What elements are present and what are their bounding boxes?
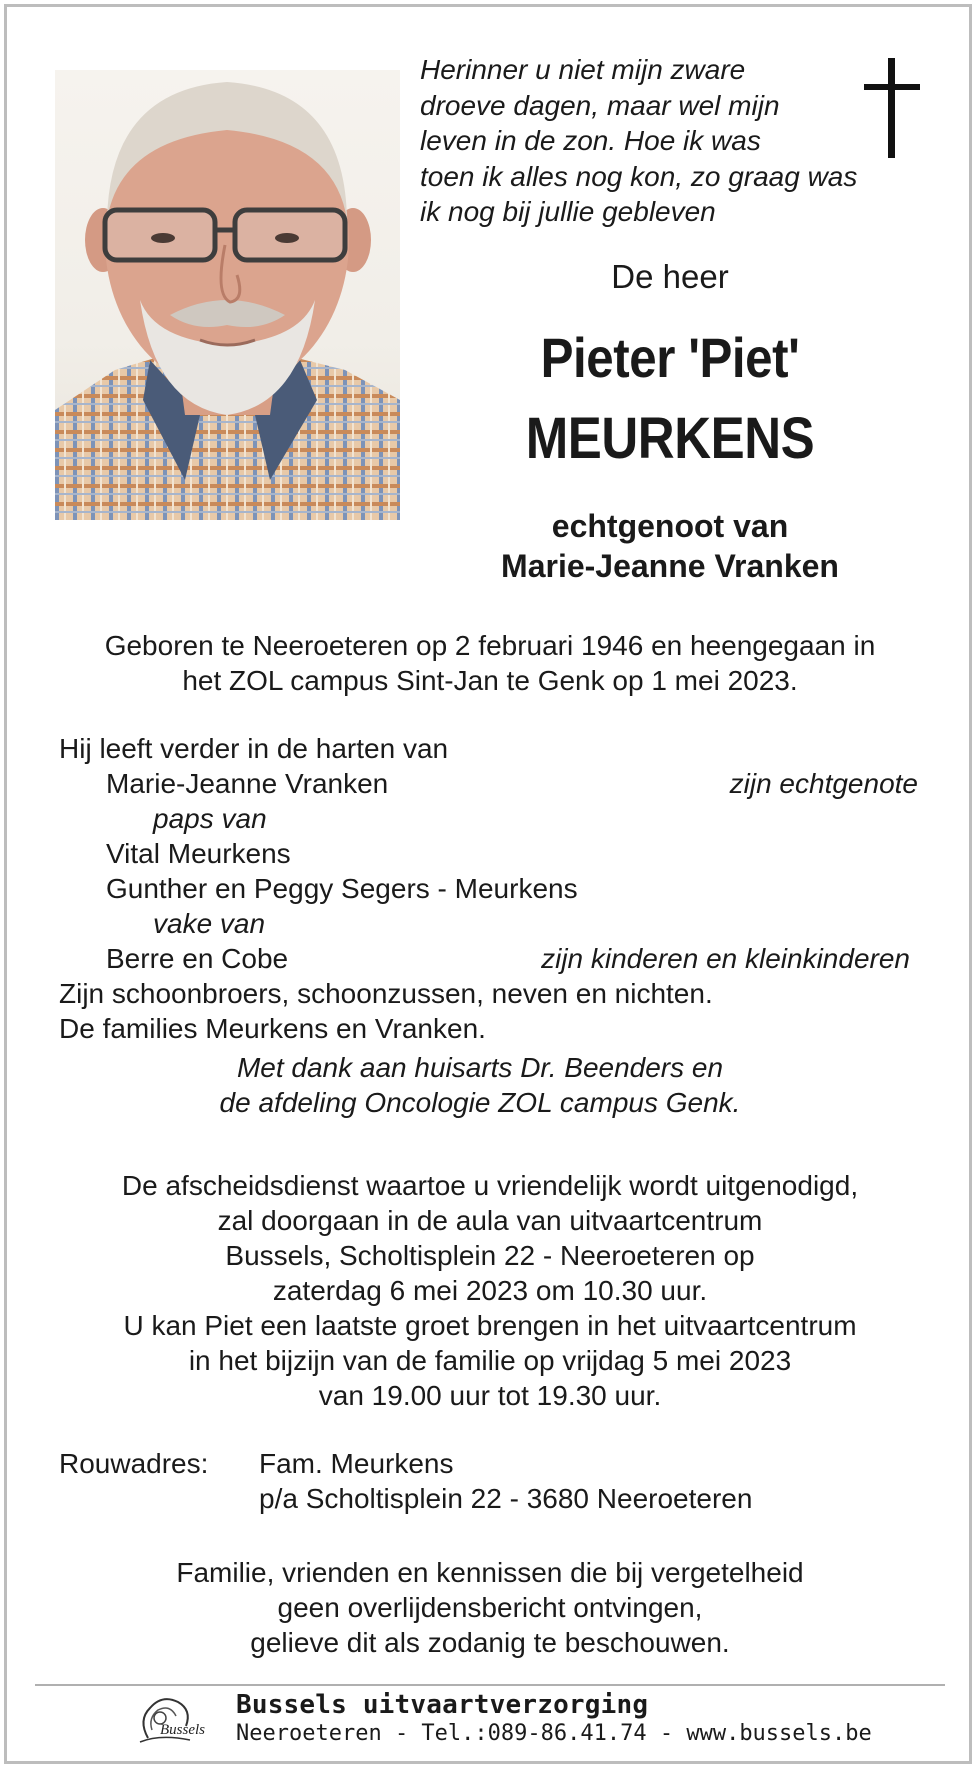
child-name: Vital Meurkens <box>106 838 291 869</box>
poem-line: ik nog bij jullie gebleven <box>420 196 716 227</box>
child-name: Gunther en Peggy Segers - Meurkens <box>106 873 578 904</box>
address-line: Fam. Meurkens <box>259 1448 454 1479</box>
relation-label: vake van <box>153 908 266 939</box>
children-role: zijn kinderen en kleinkinderen <box>541 943 910 974</box>
relation-label: paps van <box>153 803 267 834</box>
birth-death-statement <box>40 628 940 698</box>
service-line: zal doorgaan in de aula van uitvaartcentrum <box>217 1205 763 1236</box>
poem-line: droeve dagen, maar wel mijn <box>420 89 780 121</box>
funeral-home-logo <box>130 1690 210 1750</box>
company-name: Bussels uitvaartverzorging <box>236 1690 649 1720</box>
portrait-photo <box>55 70 400 520</box>
address-label: Rouwadres: <box>59 1448 209 1479</box>
poem-line: toen ik alles nog kon, zo graag was <box>420 160 858 192</box>
deceased-surname: MEURKENS <box>525 406 815 471</box>
grandchildren-names: Berre en Cobe <box>106 943 289 974</box>
service-line: Bussels, Scholtisplein 22 - Neeroeteren op <box>225 1240 755 1271</box>
closing-line: Familie, vrienden en kennissen die bij vergetelheid <box>176 1557 804 1588</box>
title-prefix: De heer <box>611 258 729 295</box>
statement-line: het ZOL campus Sint-Jan te Genk op 1 mei 2023. <box>182 665 798 696</box>
families: De families Meurkens en Vranken. <box>59 1013 486 1044</box>
service-line: in het bijzijn van de familie op vrijdag 5 mei 2023 <box>188 1345 792 1376</box>
family-intro: Hij leeft verder in de harten van <box>59 733 449 764</box>
logo-text: Bussels <box>160 1722 205 1738</box>
thanks-line: Met dank aan huisarts Dr. Beenders en <box>236 1052 724 1083</box>
closing-line: gelieve dit als zodanig te beschouwen. <box>250 1627 730 1658</box>
closing-notice <box>40 1555 940 1660</box>
spouse-relation: echtgenoot van <box>551 508 789 544</box>
closing-line: geen overlijdensbericht ontvingen, <box>277 1592 703 1623</box>
in-laws: Zijn schoonbroers, schoonzussen, neven en nichten. <box>59 978 713 1009</box>
company-contact: Neeroeteren - Tel.:089-86.41.74 - www.bussels.be <box>236 1721 872 1746</box>
service-line: U kan Piet een laatste groet brengen in het uitvaartcentrum <box>123 1310 857 1341</box>
poem <box>420 52 920 230</box>
spouse-name: Marie-Jeanne Vranken <box>106 768 389 799</box>
service-line: De afscheidsdienst waartoe u vriendelijk wordt uitgenodigd, <box>121 1170 859 1201</box>
statement-line: Geboren te Neeroeteren op 2 februari 1946 en heengegaan in <box>104 630 876 661</box>
poem-line: leven in de zon. Hoe ik was <box>420 125 761 156</box>
poem-line: Herinner u niet mijn zware <box>420 54 746 85</box>
thanks-line: de afdeling Oncologie ZOL campus Genk. <box>219 1087 741 1118</box>
spouse-name: Marie-Jeanne Vranken <box>501 548 839 584</box>
acknowledgement <box>180 1050 780 1120</box>
address-line: p/a Scholtisplein 22 - 3680 Neeroeteren <box>259 1483 753 1514</box>
deceased-name: Pieter 'Piet' <box>540 326 800 389</box>
footer-divider <box>35 1684 945 1686</box>
service-line: van 19.00 uur tot 19.30 uur. <box>318 1380 662 1411</box>
cross-icon <box>862 58 922 158</box>
service-details <box>40 1168 940 1413</box>
spouse-role: zijn echtgenote <box>729 768 918 799</box>
service-line: zaterdag 6 mei 2023 om 10.30 uur. <box>272 1275 708 1306</box>
